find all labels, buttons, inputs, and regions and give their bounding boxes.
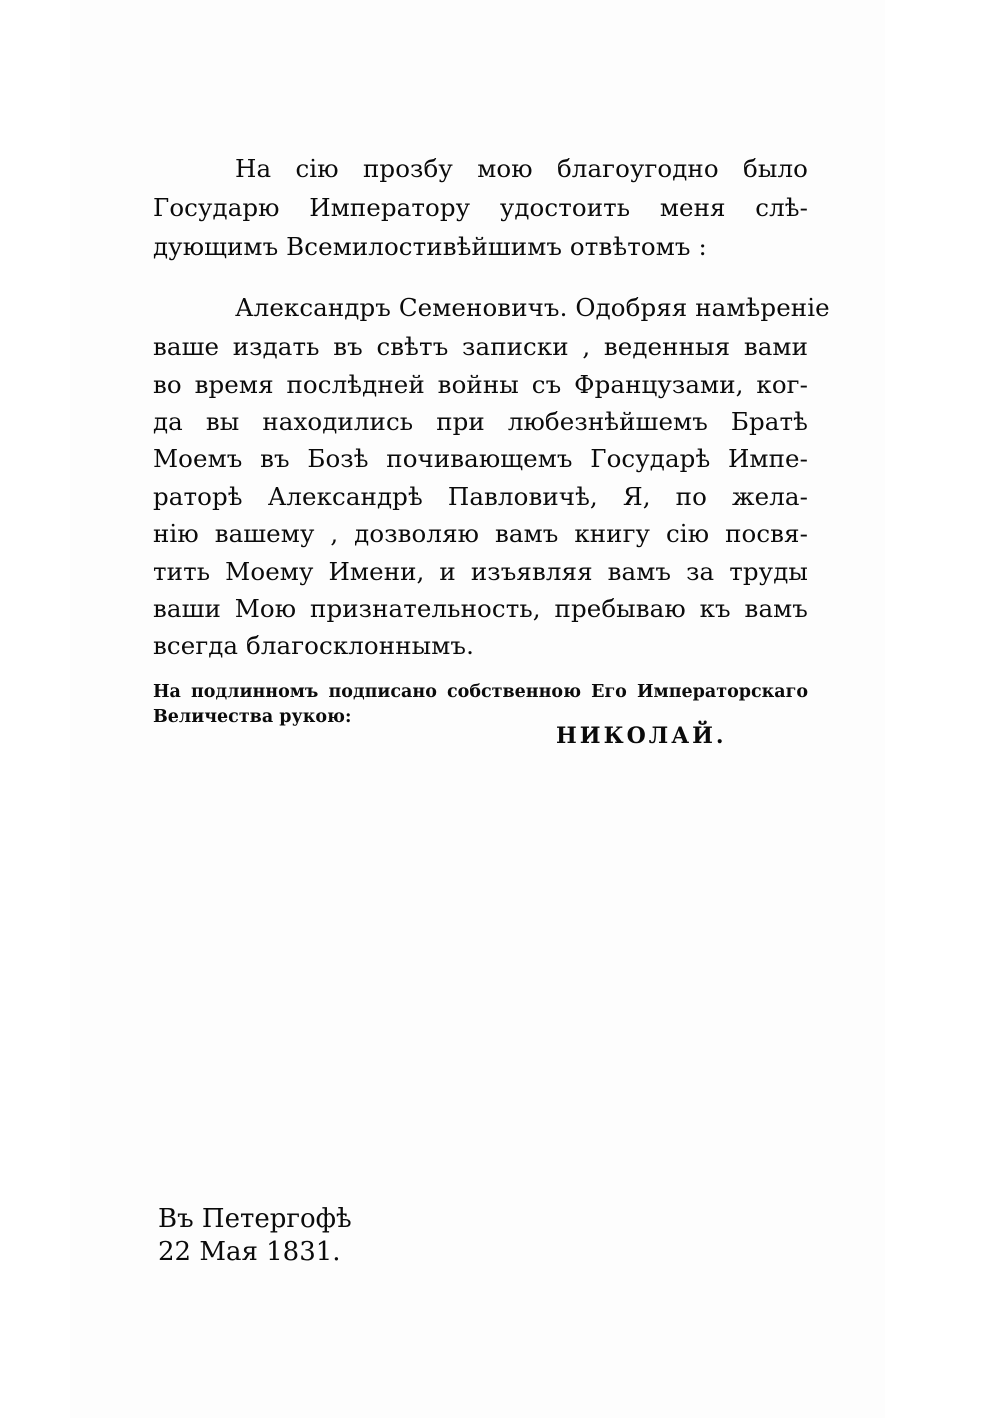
place-date: 22 Мая 1831. [158, 1237, 341, 1267]
letter-line-5: Моемъ въ Бозѣ почивающемъ Государѣ Импе- [153, 444, 808, 473]
intro-line-3: дующимъ Всемилостивѣйшимъ отвѣтомъ : [153, 232, 707, 261]
intro-line-2: Государю Императору удостоить меня слѣ- [153, 193, 808, 222]
letter-line-9: ваши Мою признательность, пребываю къ вамъ [153, 594, 808, 623]
letter-line-7: нію вашему , дозволяю вамъ книгу сію посвя- [153, 519, 808, 548]
letter-line-3: во время послѣдней войны съ Французами, ког- [153, 370, 808, 399]
note-line-1: На подлинномъ подписано собственною Его Императорскаго [153, 682, 808, 702]
letter-line-6: раторѣ Александрѣ Павловичѣ, Я, по жела- [153, 482, 808, 511]
place-city: Въ Петергофѣ [158, 1204, 352, 1234]
note-line-2: Величества рукою: [153, 707, 352, 727]
letter-line-10: всегда благосклоннымъ. [153, 631, 474, 660]
intro-line-1: На сію прозбу мою благоугодно было [235, 154, 808, 183]
letter-line-2: ваше издать въ свѣтъ записки , веденныя вами [153, 332, 808, 361]
letter-line-4: да вы находились при любезнѣйшемъ Братѣ [153, 407, 808, 436]
letter-line-8: тить Моему Имени, и изъявляя вамъ за труды [153, 557, 808, 586]
letter-line-1: Александръ Семеновичъ. Одобряя намѣреніе [235, 293, 830, 322]
signature: НИКОЛАЙ. [556, 723, 727, 749]
